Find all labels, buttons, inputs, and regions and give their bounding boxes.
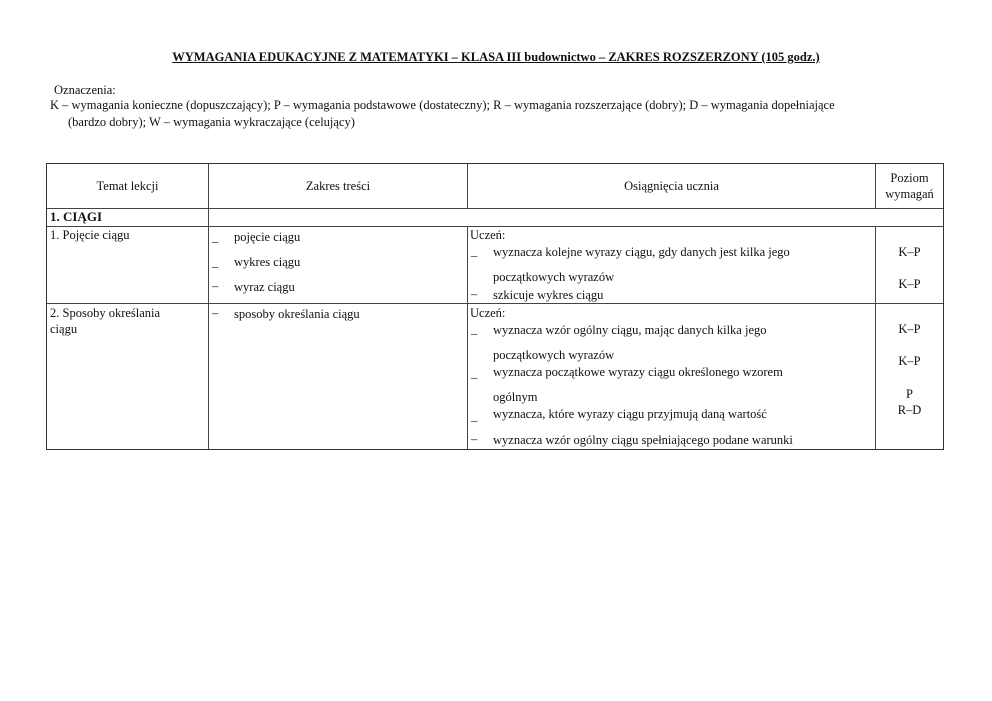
col-divider-1	[208, 164, 209, 449]
legend-line-1: K – wymagania konieczne (dopuszczający); P – wymagania podstawowe (dostateczny); R – wymagania rozszerzające (dobry); D – wymagania dopełniające	[50, 98, 835, 112]
row-1-ach-2: szkicuje wykres ciągu	[493, 288, 604, 302]
col-divider-2	[467, 226, 468, 449]
bullet: _	[212, 230, 219, 244]
row-1-level-2: K–P	[898, 277, 921, 291]
legend-heading: Oznaczenia:	[54, 83, 116, 97]
header-topic: Temat lekcji	[96, 179, 159, 193]
header-level-2: wymagań	[885, 187, 934, 201]
row-2-ach-1b: początkowych wyrazów	[493, 348, 615, 362]
bullet: –	[471, 432, 478, 446]
bullet: _	[471, 366, 478, 380]
row-1-ach-1b: początkowych wyrazów	[493, 270, 615, 284]
header-level-1: Poziom	[890, 171, 929, 185]
bullet: _	[471, 244, 478, 258]
row-2-ach-2b: ogólnym	[493, 390, 538, 404]
row-1-level-1: K–P	[898, 245, 921, 259]
row-1-bottom-line	[47, 303, 943, 304]
row-2-level-1: K–P	[898, 322, 921, 336]
bullet: _	[471, 409, 478, 423]
row-1-scope-1: pojęcie ciągu	[234, 230, 301, 244]
header-achievements: Osiągnięcia ucznia	[624, 179, 719, 193]
row-2-ach-1: wyznacza wzór ogólny ciągu, mając danych kilka jego	[493, 323, 767, 337]
row-2-scope-1: sposoby określania ciągu	[234, 307, 360, 321]
bullet: –	[212, 306, 219, 320]
row-2-topic-1: 2. Sposoby określania	[50, 306, 161, 320]
requirements-table	[46, 163, 944, 450]
row-2-intro: Uczeń:	[470, 306, 506, 320]
section-title: 1. CIĄGI	[50, 209, 103, 224]
bullet: –	[471, 287, 478, 301]
legend-text	[50, 97, 945, 131]
row-1-ach-1: wyznacza kolejne wyrazy ciągu, gdy danych jest kilka jego	[493, 245, 790, 259]
row-1-scope-2: wykres ciągu	[234, 255, 301, 269]
header-bottom-line	[47, 208, 943, 209]
row-2-level-2: K–P	[898, 354, 921, 368]
row-2-ach-4: wyznacza wzór ogólny ciągu spełniającego podane warunki	[493, 433, 793, 447]
row-2-ach-3: wyznacza, które wyrazy ciągu przyjmują daną wartość	[493, 407, 767, 421]
row-1-topic: 1. Pojęcie ciągu	[50, 228, 130, 242]
row-1-scope-3: wyraz ciągu	[234, 280, 295, 294]
bullet: _	[212, 255, 219, 269]
bullet: –	[212, 279, 219, 293]
bullet: _	[471, 322, 478, 336]
row-2-topic-2: ciągu	[50, 322, 78, 336]
legend-line-2: (bardzo dobry); W – wymagania wykraczające (celujący)	[68, 115, 355, 129]
row-2-level-3: P	[906, 387, 913, 401]
row-2-level-4: R–D	[897, 403, 922, 417]
row-2-ach-2: wyznacza początkowe wyrazy ciągu określonego wzorem	[493, 365, 783, 379]
document-title: WYMAGANIA EDUKACYJNE Z MATEMATYKI – KLASA III budownictwo – ZAKRES ROZSZERZONY (105 godz.)	[172, 50, 820, 64]
row-1-intro: Uczeń:	[470, 228, 506, 242]
header-scope: Zakres treści	[305, 179, 371, 193]
